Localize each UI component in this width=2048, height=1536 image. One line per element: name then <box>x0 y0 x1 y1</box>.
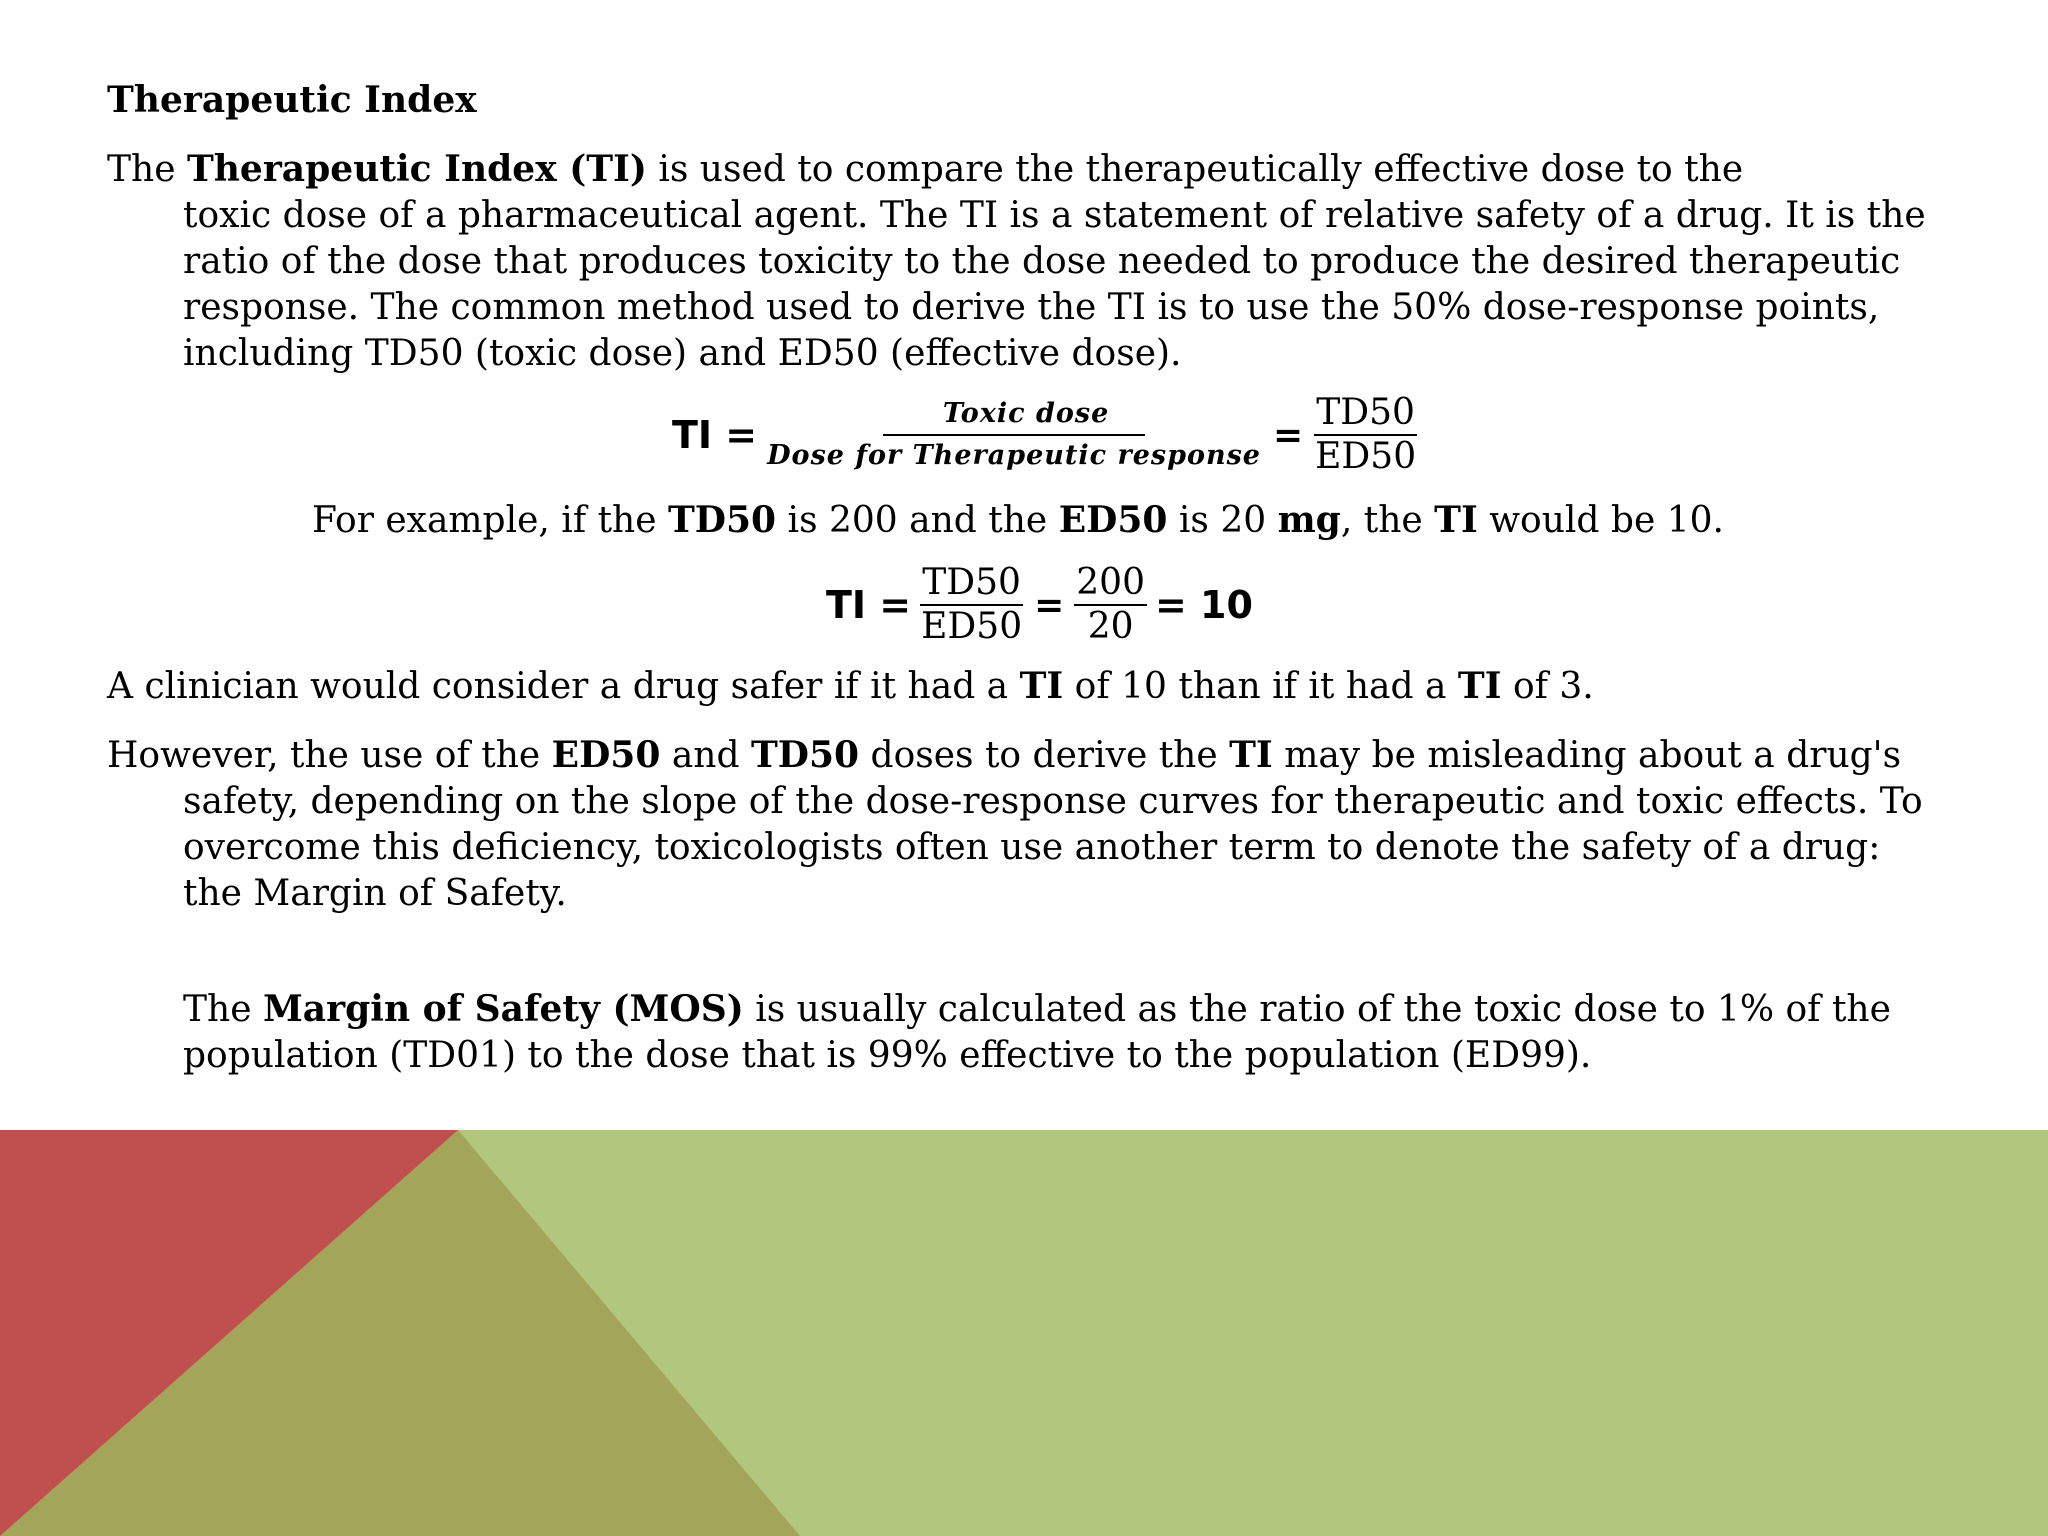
equation-ti-example: TI = $\frac{TD50}{ED50}$ = $\frac{200}{20}$ = 10 <box>826 562 1253 647</box>
paragraph-clinician: A clinician would consider a drug safer if it had a TI of 10 than if it had a TI of 3. <box>107 665 1594 707</box>
example-sentence: For example, if the TD50 is 200 and the ED50 is 20 mg, the TI would be 10. <box>312 499 1724 541</box>
decorative-background-shapes <box>0 1130 2048 1536</box>
slide-heading: Therapeutic Index <box>107 79 477 121</box>
paragraph-margin-of-safety: The Margin of Safety (MOS) is usually calculated as the ratio of the toxic dose to 1% of the population (TD01) to the dose that is 99% effective to the population (ED99). <box>183 988 1891 1076</box>
paragraph-therapeutic-index: The Therapeutic Index (TI) is used to compare the therapeutically effective dose to the toxic dose of a pharmaceutical agent. The TI is a statement of relative safety of a drug. It is the ratio of the dose that produces toxicity to the dose needed to produce the desired therapeutic response. The common method used to derive the TI is to use the 50% dose-response points, including TD50 (toxic dose) and ED50 (effective dose). <box>107 148 1926 374</box>
paragraph-however: However, the use of the ED50 and TD50 doses to derive the TI may be misleading about a drug's safety, depending on the slope of the dose-response curves for therapeutic and toxic effects. To overcome this deficiency, toxicologists often use another term to denote the safety of a drug: the Margin of Safety. <box>107 734 1923 914</box>
equation-ti-definition: TI = $\frac{\text{Toxic dose}}{\text{Dose for Therapeutic response}}$ = $\frac{TD50}{ED50}$ <box>672 392 1417 477</box>
